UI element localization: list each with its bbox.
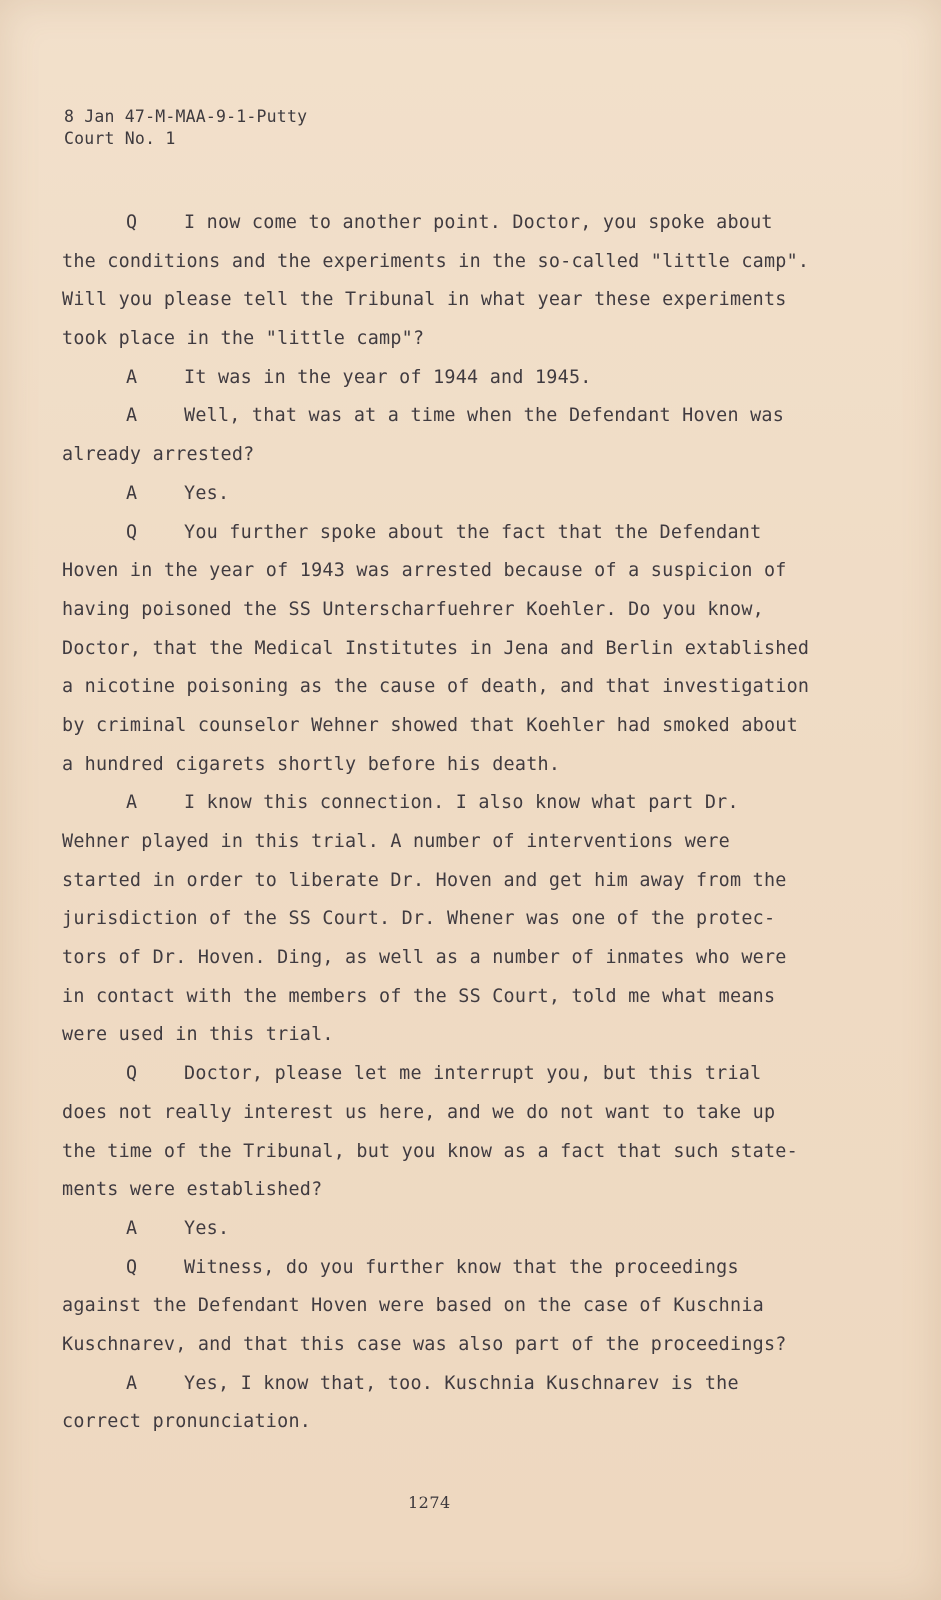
transcript-line — [62, 1171, 892, 1210]
line-text: already arrested? — [62, 444, 255, 466]
transcript-line — [62, 1210, 892, 1249]
line-text: the conditions and the experiments in the so-called "little camp". — [62, 250, 810, 272]
line-text: started in order to liberate Dr. Hoven and get him away from the — [62, 869, 787, 891]
transcript-line — [62, 630, 892, 669]
page-number: 1274 — [408, 1493, 451, 1512]
transcript-line — [62, 1287, 892, 1326]
line-text: in contact with the members of the SS Court, told me what means — [62, 985, 776, 1007]
line-text: Will you please tell the Tribunal in what year these experiments — [62, 289, 787, 311]
transcript-line — [62, 1326, 892, 1365]
transcript-line — [62, 436, 892, 475]
line-text: against the Defendant Hoven were based on the case of Kuschnia — [62, 1295, 764, 1317]
line-text: Yes, I know that, too. Kuschnia Kuschnarev is the — [184, 1372, 739, 1394]
transcript-line — [62, 707, 892, 746]
line-text: Yes. — [184, 1217, 230, 1239]
line-text: Doctor, that the Medical Institutes in Jena and Berlin extablished — [62, 637, 810, 659]
transcript-line — [62, 397, 892, 436]
header-docket: 8 Jan 47-M-MAA-9-1-Putty — [64, 107, 308, 126]
transcript-line — [62, 552, 892, 591]
speaker-label: Q — [126, 212, 138, 233]
line-text: a nicotine poisoning as the cause of death, and that investigation — [62, 676, 810, 698]
speaker-label: A — [126, 792, 138, 814]
transcript-line — [62, 900, 892, 939]
transcript-line — [62, 320, 892, 359]
transcript-body — [62, 204, 892, 1442]
line-text: having poisoned the SS Unterscharfuehrer Koehler. Do you know, — [62, 598, 764, 620]
transcript-line — [62, 1403, 892, 1442]
transcript-line — [62, 281, 892, 320]
transcript-line — [62, 1249, 892, 1288]
line-text: correct pronunciation. — [62, 1411, 312, 1433]
line-text: You further spoke about the fact that the Defendant — [184, 521, 762, 543]
header — [64, 106, 307, 150]
line-text: does not really interest us here, and we do not want to take up — [62, 1101, 776, 1123]
line-text: I now come to another point. Doctor, you spoke about — [184, 212, 773, 233]
transcript-line — [62, 475, 892, 514]
header-court: Court No. 1 — [64, 129, 176, 148]
speaker-label: A — [126, 482, 138, 504]
speaker-label: A — [126, 366, 138, 388]
speaker-label: Q — [126, 521, 138, 543]
transcript-line — [62, 204, 892, 243]
speaker-label: A — [126, 1372, 138, 1394]
line-text: Hoven in the year of 1943 was arrested because of a suspicion of — [62, 560, 787, 582]
transcript-line — [62, 978, 892, 1017]
speaker-label: A — [126, 405, 138, 427]
line-text: a hundred cigarets shortly before his death. — [62, 753, 561, 775]
line-text: jurisdiction of the SS Court. Dr. Whener was one of the protec- — [62, 908, 776, 930]
speaker-label: A — [126, 1217, 138, 1239]
line-text: Kuschnarev, and that this case was also part of the proceedings? — [62, 1333, 787, 1355]
transcript-line — [62, 1016, 892, 1055]
transcript-line — [62, 1365, 892, 1404]
line-text: Witness, do you further know that the proceedings — [184, 1256, 739, 1278]
line-text: I know this connection. I also know what part Dr. — [184, 792, 739, 814]
transcript-line — [62, 243, 892, 282]
transcript-line — [62, 359, 892, 398]
transcript-line — [62, 823, 892, 862]
line-text: Doctor, please let me interrupt you, but this trial — [184, 1063, 762, 1085]
line-text: Well, that was at a time when the Defendant Hoven was — [184, 405, 785, 427]
transcript-line — [62, 668, 892, 707]
line-text: tors of Dr. Hoven. Ding, as well as a number of inmates who were — [62, 947, 787, 969]
transcript-line — [62, 514, 892, 553]
line-text: It was in the year of 1944 and 1945. — [184, 366, 592, 388]
transcript-line — [62, 591, 892, 630]
line-text: Wehner played in this trial. A number of interventions were — [62, 831, 731, 852]
line-text: took place in the "little camp"? — [62, 328, 425, 350]
transcript-line — [62, 784, 892, 823]
transcript-line — [62, 1094, 892, 1133]
transcript-line — [62, 939, 892, 978]
transcript-line — [62, 1055, 892, 1094]
line-text: were used in this trial. — [62, 1024, 334, 1046]
transcript-line — [62, 1133, 892, 1172]
line-text: by criminal counselor Wehner showed that Koehler had smoked about — [62, 714, 798, 736]
transcript-line — [62, 746, 892, 785]
line-text: Yes. — [184, 482, 230, 504]
speaker-label: Q — [126, 1256, 138, 1278]
line-text: the time of the Tribunal, but you know as a fact that such state- — [62, 1140, 798, 1162]
speaker-label: Q — [126, 1063, 138, 1085]
line-text: ments were established? — [62, 1179, 323, 1201]
transcript-line — [62, 862, 892, 901]
